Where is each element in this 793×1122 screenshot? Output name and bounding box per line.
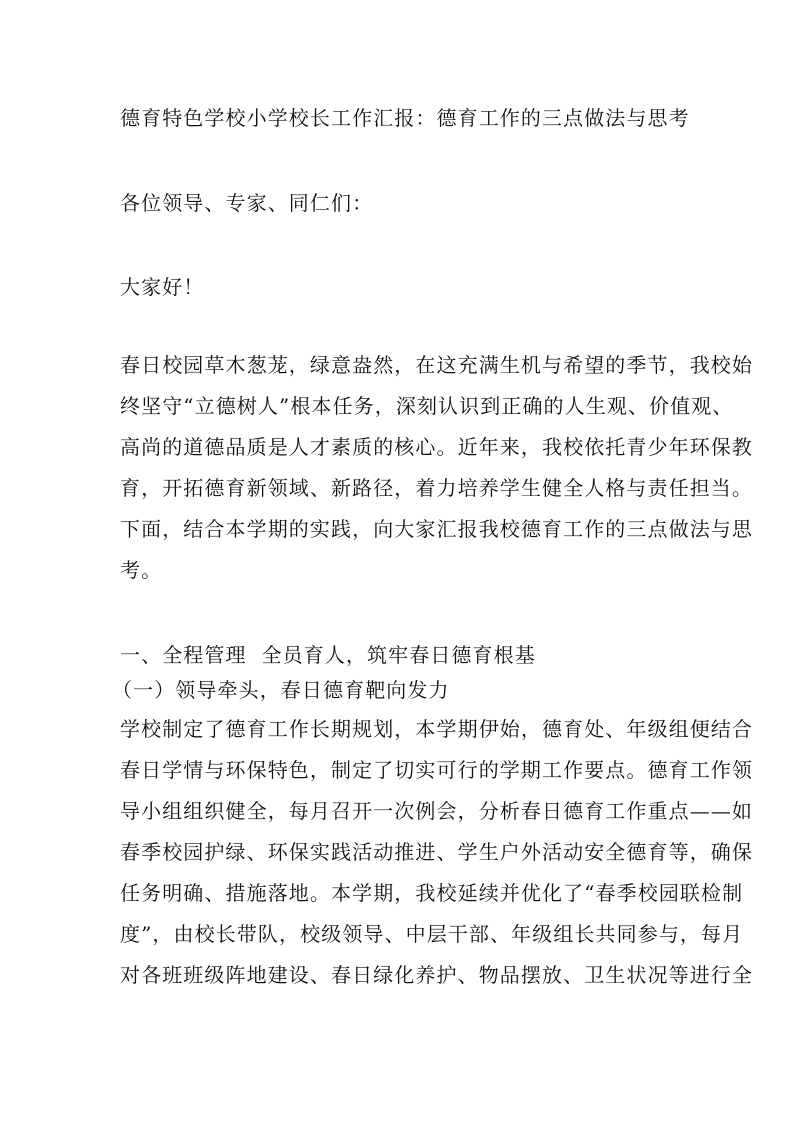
intro-line: 高尚的道德品质是人才素质的核心。近年来，我校依托青少年环保教 (120, 435, 753, 459)
body-line: 学校制定了德育工作长期规划，本学期伊始，德育处、年级组便结合 (120, 717, 753, 741)
body-line: 春季校园护绿、环保实践活动推进、学生户外活动安全德育等，确保 (120, 840, 753, 864)
document-title: 德育特色学校小学校长工作汇报：德育工作的三点做法与思考 (120, 106, 690, 130)
intro-line: 下面，结合本学期的实践，向大家汇报我校德育工作的三点做法与思 (120, 517, 753, 541)
intro-line: 育，开拓德育新领域、新路径，着力培养学生健全人格与责任担当。 (120, 476, 753, 500)
intro-line: 终坚守“立德树人”根本任务，深刻认识到正确的人生观、价值观、 (120, 394, 734, 418)
body-line: 任务明确、措施落地。本学期，我校延续并优化了“春季校园联检制 (120, 881, 744, 905)
body-line: 度”，由校长带队，校级领导、中层干部、年级组长共同参与，每月 (120, 922, 744, 946)
subsection-heading: （一）领导牵头，春日德育靶向发力 (112, 678, 450, 702)
salutation: 各位领导、专家、同仁们： (120, 191, 374, 215)
body-line: 对各班班级阵地建设、春日绿化养护、物品摆放、卫生状况等进行全 (120, 963, 753, 987)
greeting: 大家好！ (120, 275, 205, 299)
section-heading: 一、全程管理 全员育人，筑牢春日德育根基 (120, 643, 536, 667)
intro-line: 考。 (120, 558, 163, 582)
intro-line: 春日校园草木葱茏，绿意盎然，在这充满生机与希望的季节，我校始 (120, 353, 753, 377)
body-line: 导小组组织健全，每月召开一次例会，分析春日德育工作重点——如 (120, 799, 753, 823)
body-line: 春日学情与环保特色，制定了切实可行的学期工作要点。德育工作领 (120, 758, 753, 782)
